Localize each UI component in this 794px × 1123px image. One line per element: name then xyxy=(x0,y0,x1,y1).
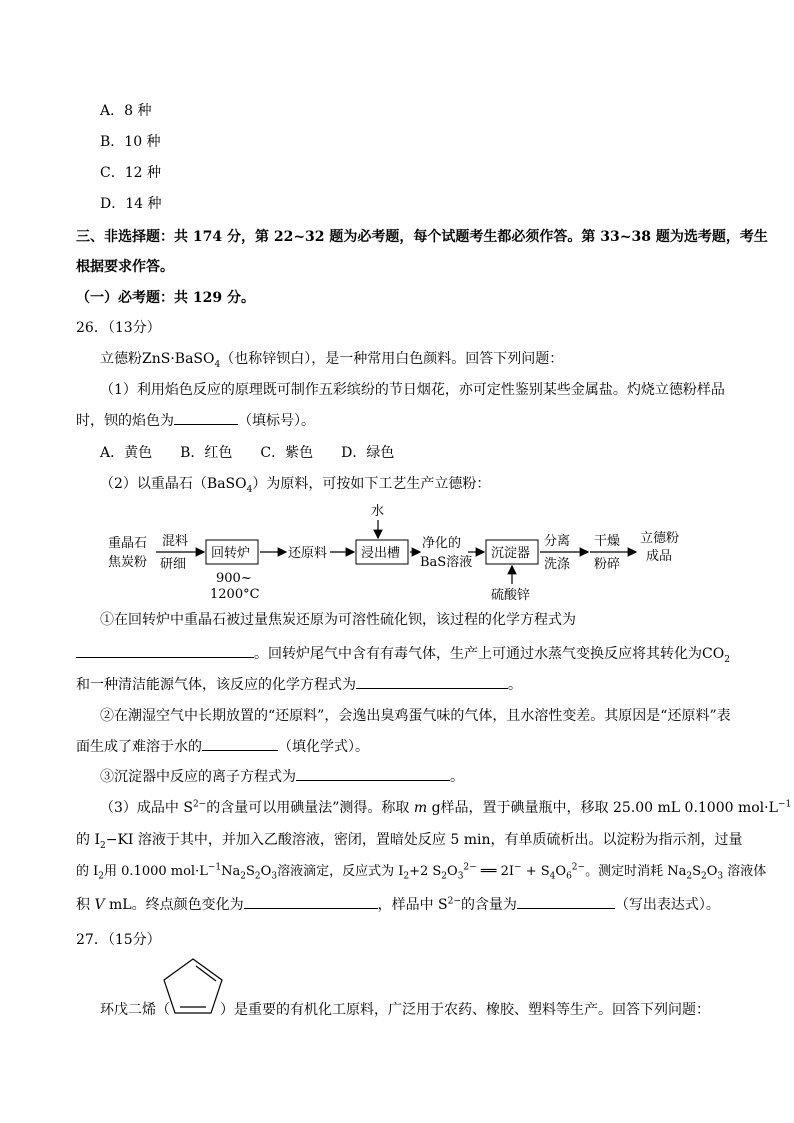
answer-blank[interactable] xyxy=(356,674,508,689)
q26-part1-line2b: （填标号）。 xyxy=(238,413,315,429)
text: 溶液体 xyxy=(723,864,767,879)
q26-sub3b: 。 xyxy=(450,769,464,785)
subscript: 2 xyxy=(700,871,707,882)
flow-output2: 成品 xyxy=(646,549,673,564)
q26-sub3 xyxy=(100,766,464,787)
flow-box3-label: 沉淀器 xyxy=(491,546,531,561)
flow-water: 水 xyxy=(371,504,385,519)
answer-blank[interactable] xyxy=(76,643,254,658)
subscript: 4 xyxy=(549,871,556,882)
q26-intro-sub: 4 xyxy=(214,359,221,370)
flow-mid2-bottom: BaS溶液 xyxy=(420,555,473,570)
superscript: 2− xyxy=(571,862,586,873)
q27-intro-a: 环戊二烯（ xyxy=(100,1002,170,1018)
q26-sub1-line3a: 和一种清洁能源气体，该反应的化学方程式为 xyxy=(76,677,356,693)
option-b: B．10 种 xyxy=(100,134,161,150)
q26-part3-line1 xyxy=(100,798,791,818)
q26-intro xyxy=(100,349,563,369)
variable-v: V xyxy=(94,897,105,913)
text: （3）成品中 S xyxy=(100,800,193,816)
subscript: 2 xyxy=(686,871,693,882)
q26-part2-b: ）为原料，可按如下工艺生产立德粉： xyxy=(252,476,491,492)
text: mL。终点颜色变化为 xyxy=(104,897,244,913)
q26-header: 26．（13分） xyxy=(76,320,161,336)
flow-box2-label: 浸出槽 xyxy=(361,546,401,561)
flow-input1: 重晶石 xyxy=(108,536,148,551)
text: 溶液滴定，反应式为 I xyxy=(277,864,404,879)
subscript: 2 xyxy=(99,840,106,851)
flow-mid2-top: 净化的 xyxy=(422,536,462,551)
text: 积 xyxy=(76,897,95,913)
superscript: −1 xyxy=(207,862,222,873)
text: 的含量可以用碘量法”测得。称取 xyxy=(206,800,414,816)
q26-sub2-line2 xyxy=(76,736,369,757)
q26-part2-sub: 4 xyxy=(246,484,253,495)
option-d: D．14 种 xyxy=(100,196,162,212)
flow-zinc-sulfate: 硫酸锌 xyxy=(491,588,531,603)
q26-part3-line4 xyxy=(76,894,720,915)
section-heading-cont: 根据要求作答。 xyxy=(76,259,174,275)
answer-blank[interactable] xyxy=(174,410,238,425)
q26-part1-line2a: 时，钡的焰色为 xyxy=(76,413,174,429)
text: 的 I xyxy=(76,832,100,848)
text: 用 0.1000 mol·L xyxy=(104,864,208,879)
flow-temp2: 1200°C xyxy=(210,587,260,602)
q26-part3-line3 xyxy=(76,862,766,882)
answer-blank[interactable] xyxy=(517,894,615,909)
flow-step3-bottom: 洗涤 xyxy=(544,557,571,572)
flow-box1-label: 回转炉 xyxy=(211,546,251,561)
q26-sub2-line2b: （填化学式）。 xyxy=(278,739,369,755)
q26-part1-choices: A．黄色 B．红色 C．紫色 D．绿色 xyxy=(100,445,395,461)
q26-sub2-line2a: 面生成了难溶于水的 xyxy=(76,739,202,755)
subscript: 2 xyxy=(441,871,448,882)
subscript: 2 xyxy=(403,871,410,882)
text: + S xyxy=(521,864,550,879)
text: g样品，置于碘量瓶中，移取 25.00 mL 0.1000 mol·L xyxy=(427,800,778,816)
q26-part2-a: （2）以重晶石（BaSO xyxy=(100,476,247,492)
q26-sub1-line3 xyxy=(76,674,522,695)
superscript: − xyxy=(514,862,522,873)
q27-header: 27．（15分） xyxy=(76,932,161,948)
process-flow-diagram xyxy=(100,500,720,610)
flow-mid1: 还原料 xyxy=(288,546,328,561)
subscript: 2 xyxy=(254,871,261,882)
q26-intro-a: 立德粉ZnS·BaSO xyxy=(100,351,215,367)
q26-sub1-line3b: 。 xyxy=(508,677,522,693)
superscript: 2− xyxy=(192,799,207,810)
q26-sub1-line1: ①在回转炉中重晶石被过量焦炭还原为可溶性硫化钡，该过程的化学方程式为 xyxy=(100,612,576,628)
q27-intro xyxy=(100,1000,710,1020)
text: ══ 2I xyxy=(476,864,515,879)
flow-temp1: 900~ xyxy=(216,571,252,586)
q27-intro-b: ）是重要的有机化工原料，广泛用于农药、橡胶、塑料等生产。回答下列问题： xyxy=(220,1002,710,1018)
answer-blank[interactable] xyxy=(244,894,378,909)
subscript: 2 xyxy=(240,871,247,882)
text: ，样品中 S xyxy=(377,897,448,913)
text: O xyxy=(447,864,458,879)
flow-step1-top: 混料 xyxy=(162,534,189,549)
answer-blank[interactable] xyxy=(296,766,450,781)
text: +2 S xyxy=(409,864,442,879)
subscript: 6 xyxy=(566,871,572,882)
flow-output1: 立德粉 xyxy=(640,531,680,546)
text: O xyxy=(706,864,718,879)
text: 的含量为 xyxy=(460,897,517,913)
flow-step1-bottom: 研细 xyxy=(160,557,187,572)
q26-part3-line2 xyxy=(76,830,742,850)
q26-part2 xyxy=(100,474,490,494)
q26-sub1-line2 xyxy=(76,643,730,664)
flow-step4-bottom: 粉碎 xyxy=(594,557,621,572)
variable-m: m xyxy=(413,800,428,816)
flow-step4-top: 干燥 xyxy=(594,534,621,549)
q26-sub1-line2-sub: 2 xyxy=(724,654,730,665)
text: −KI 溶液于其中，并加入乙酸溶液，密闭，置暗处反应 5 min，有单质硫析出。以淀粉为指示剂，过量 xyxy=(105,832,743,848)
text: Na xyxy=(221,864,241,879)
q26-part1-line1: （1）利用焰色反应的原理既可制作五彩缤纷的节日烟花，亦可定性鉴别某些金属盐。灼烧立德粉样品 xyxy=(100,382,725,398)
q26-sub3a: ③沉淀器中反应的离子方程式为 xyxy=(100,769,296,785)
text: 。测定时消耗 Na xyxy=(585,864,687,879)
text: 的 I xyxy=(76,864,99,879)
text: O xyxy=(260,864,272,879)
flow-input2: 焦炭粉 xyxy=(108,555,148,570)
q26-intro-b: （也称锌钡白），是一种常用白色颜料。回答下列问题： xyxy=(220,351,564,367)
q26-sub2-line1: ②在潮湿空气中长期放置的“还原料”，会逸出臭鸡蛋气味的气体，且水溶性变差。其原因是“还原料”表 xyxy=(100,708,731,724)
option-a: A．8 种 xyxy=(100,103,152,119)
subscript: 3 xyxy=(271,871,278,882)
subscript: 2 xyxy=(98,871,105,882)
required-heading: （一）必考题：共 129 分。 xyxy=(76,290,255,306)
text: S xyxy=(246,864,255,879)
q26-sub1-line2a: 。回转炉尾气中含有有毒气体，生产上可通过水蒸气变换反应将其转化为CO xyxy=(254,646,725,662)
subscript: 3 xyxy=(717,871,724,882)
option-c: C．12 种 xyxy=(100,165,161,181)
text: S xyxy=(692,864,701,879)
superscript: 2− xyxy=(447,896,461,907)
flow-step3-top: 分离 xyxy=(544,534,571,549)
subscript: 3 xyxy=(457,871,464,882)
q26-part1-line2 xyxy=(76,410,315,431)
superscript: 2− xyxy=(463,862,477,873)
superscript: −1 xyxy=(777,799,792,810)
section-heading: 三、非选择题：共 174 分，第 22~32 题为必考题，每个试题考生都必须作答。第 33~38 题为选考题，考生 xyxy=(76,229,768,245)
text: O xyxy=(555,864,567,879)
answer-blank[interactable] xyxy=(202,736,278,751)
text: （写出表达式）。 xyxy=(614,897,720,913)
